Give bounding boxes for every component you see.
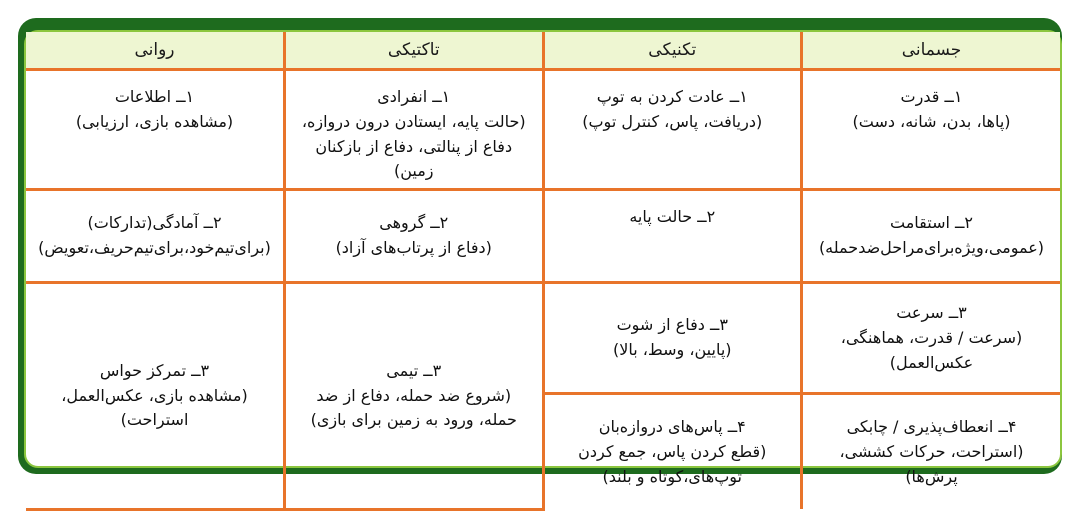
cell-detail: (پاها، بدن، شانه، دست) [852,111,1011,131]
header-row [26,32,1060,70]
cell-title: ٢ــ حالت پایه [629,207,716,227]
cell-tactical-1 [285,70,544,190]
cell-title: ٢ــ استقامت [890,213,973,233]
cell-detail: (عمومی،ویژه‌برای‌مراحل‌ضدحمله) [818,238,1045,258]
cell-detail: توپ‌های،کوتاه و بلند) [602,466,742,486]
header-physical: جسمانی [802,32,1061,70]
cell-technical-2 [543,190,802,283]
cell-title: ۴ــ انعطاف‌پذیری / چابکی [846,416,1017,436]
cell-tactical-2 [285,190,544,283]
header-technical: تکنیکی [543,32,802,70]
cell-detail: (حالت پایه، ایستادن درون دروازه، [301,111,526,131]
cell-physical-4 [802,394,1061,510]
cell-detail: عکس‌العمل) [889,352,974,372]
table-container [24,30,1062,486]
cell-detail: (سرعت / قدرت، هماهنگی، [840,327,1023,347]
cell-title: ١ــ قدرت [900,87,963,106]
cell-detail: (مشاهده بازی، عکس‌العمل، [61,385,248,405]
cell-technical-1 [543,70,802,190]
cell-detail: حمله، ورود به زمین برای بازی) [310,410,517,430]
cell-detail: (دفاع از پرتاب‌های آزاد) [335,238,492,258]
cell-detail: (استراحت، حرکات کششی، [839,441,1024,461]
table-row [26,190,1060,283]
cell-physical-2 [802,190,1061,283]
cell-title: ٣ــ دفاع از شوت [616,315,728,335]
cell-title: ٢ــ آمادگی(تدارکات) [87,213,222,233]
cell-mental-3 [26,283,285,510]
cell-detail: (شروع ضد حمله، دفاع از ضد [316,385,512,405]
training-table [26,32,1060,511]
cell-technical-3 [543,283,802,394]
table-row [26,70,1060,190]
table-row [26,283,1060,394]
cell-detail: (قطع کردن پاس، جمع کردن [578,441,767,461]
cell-detail: (برای‌تیم‌خود،برای‌تیم‌حریف،تعویض) [38,238,271,258]
cell-physical-3 [802,283,1061,394]
cell-title: ٣ــ تمرکز حواس [99,360,210,380]
cell-title: ٣ــ سرعت [896,302,967,322]
cell-title: ٢ــ گروهی [379,213,449,233]
header-mental: روانی [26,32,285,70]
cell-title: ۴ــ پاس‌های دروازه‌بان [598,416,746,436]
cell-detail: (پایین، وسط، بالا) [612,340,732,360]
cell-mental-1 [26,70,285,190]
cell-detail: دفاع از پنالتی، دفاع از بازکنان زمین) [315,136,513,181]
cell-detail: (دریافت، پاس، کنترل توپ) [582,111,763,131]
cell-title: ٣ــ تیمی [386,360,442,380]
cell-title: ١ــ اطلاعات [114,87,195,106]
cell-physical-1 [802,70,1061,190]
cell-detail: پرش‌ها) [905,466,958,486]
cell-technical-4 [543,394,802,510]
cell-mental-2 [26,190,285,283]
cell-title: ١ــ عادت کردن به توپ [596,87,748,106]
header-tactical: تاکتیکی [285,32,544,70]
cell-detail: (مشاهده بازی، ارزیابی) [75,111,234,131]
cell-title: ١ــ انفرادی [377,87,451,106]
cell-tactical-3 [285,283,544,510]
cell-detail: استراحت) [120,410,189,430]
